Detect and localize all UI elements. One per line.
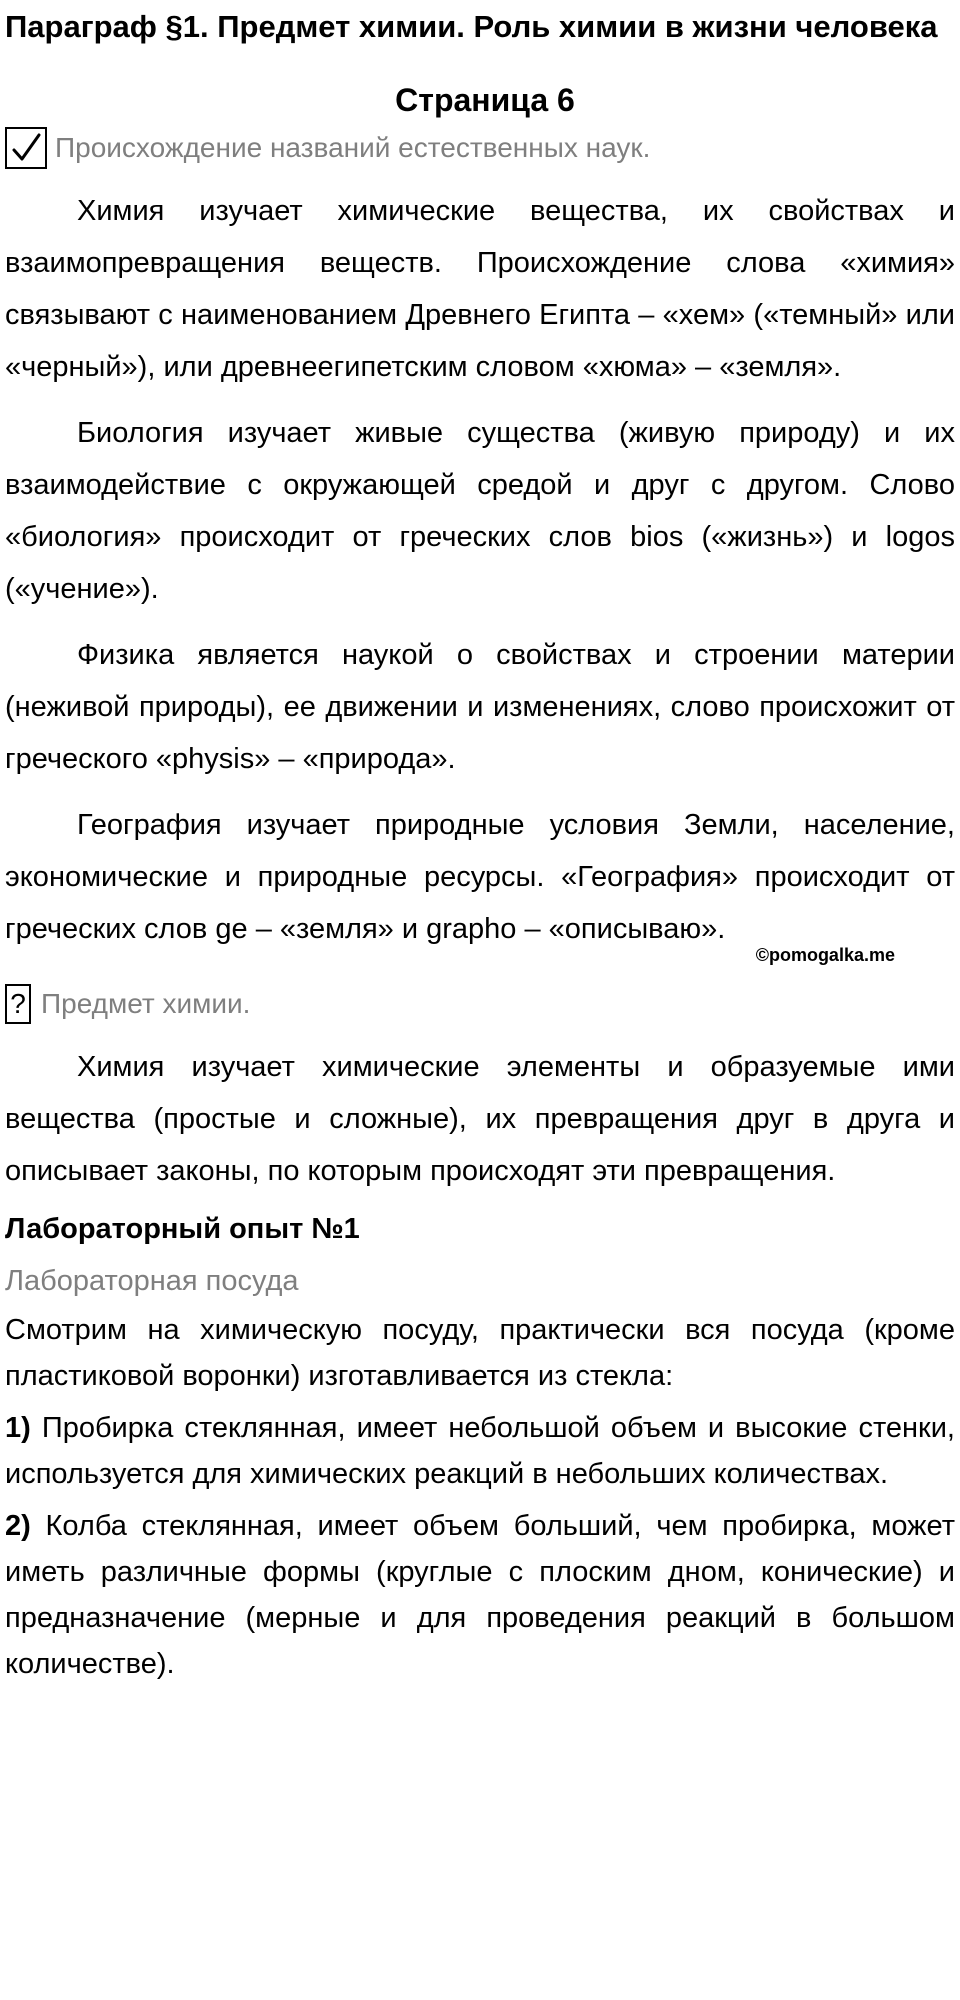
lab-item-2 [5,1503,955,1687]
watermark-row [5,945,955,981]
lab-item-number: 2) [5,1510,31,1542]
paragraph-chemistry: Химия изучает химические вещества, их свойствах и взаимопревращения веществ. Происхождение слова «химия» связывают с наименованием Древнего Египта – «хем» («темный» или «черный»), или древнеегипетским словом «хюма» – «земля». [5,195,955,383]
lab-intro: Смотрим на химическую посуду, практически вся посуда (кроме пластиковой воронки) изготавливается из стекла: [5,1314,955,1392]
watermark: ©pomogalka.me [755,945,895,965]
lab-subtitle: Лабораторная посуда [5,1265,299,1297]
paragraph-physics: Физика является наукой о свойствах и строении материи (неживой природы), ее движении и изменениях, слово происхожит от греческого «physis» – «природа». [5,639,955,775]
lab-item-1 [5,1405,955,1497]
lab-item-text: Пробирка стеклянная, имеет небольшой объем и высокие стенки, используется для химических реакций в небольших количествах. [5,1412,955,1490]
lab-title: Лабораторный опыт №1 [5,1213,360,1245]
lab-item-text: Колба стеклянная, имеет объем больший, чем пробирка, может иметь различные формы (круглые с плоским дном, конические) и предназначение (мерные и для проведения реакций в большом количестве). [5,1510,955,1680]
task-1-question: Происхождение названий естественных наук. [55,132,651,163]
paragraph-biology: Биология изучает живые существа (живую природу) и их взаимодействие с окружающей средой и друг с другом. Слово «биология» происходит от греческих слов bios («жизнь») и logos («учение»). [5,417,955,605]
paragraph-geography: География изучает природные условия Земли, население, экономические и природные ресурсы. «География» происходит от греческих слов ge – «земля» и grapho – «описываю». [5,809,955,945]
task-2-question-row [5,981,955,1027]
lab-item-number: 1) [5,1412,31,1444]
paragraph-subject-of-chemistry: Химия изучает химические элементы и образуемые ими вещества (простые и сложные), их превращения друг в друга и описывает законы, по которым происходят эти превращения. [5,1051,955,1187]
task-1-question-row [5,125,955,171]
task-2-question: Предмет химии. [41,988,251,1019]
page-number-label: Страница 6 [395,82,575,118]
checkbox-icon [5,127,47,169]
question-mark-icon: ? [5,984,31,1024]
page-title: Параграф §1. Предмет химии. Роль химии в жизни человека [5,9,938,44]
document-page [5,0,955,1687]
